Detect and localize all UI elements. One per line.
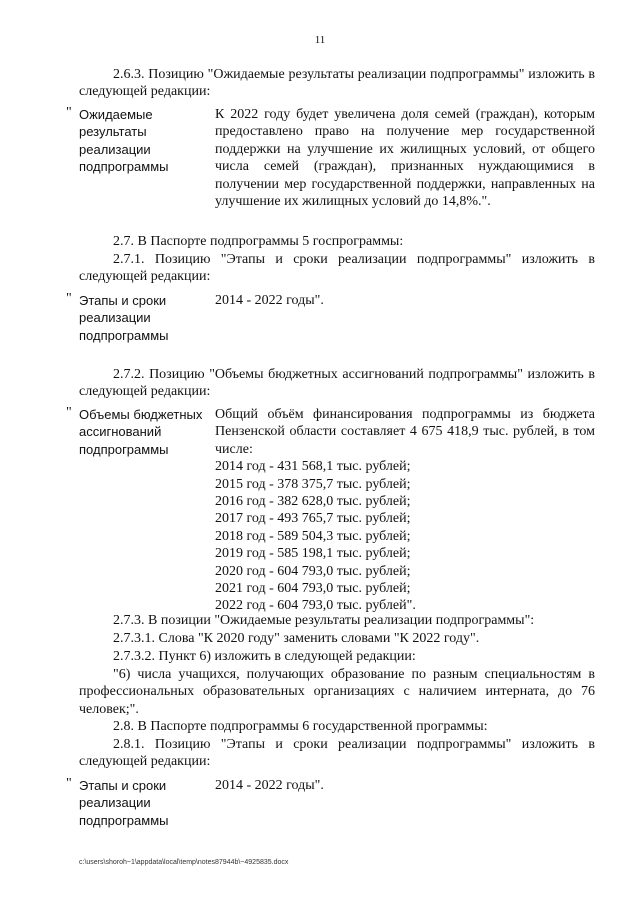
budget-year-line: 2020 год - 604 793,0 тыс. рублей; <box>215 563 411 579</box>
paragraph-2-6-3: 2.6.3. Позицию "Ожидаемые результаты реализации подпрограммы" изложить в следующей редакции: <box>79 67 595 100</box>
paragraph-2-8-1: 2.8.1. Позицию "Этапы и сроки реализации подпрограммы" изложить в следующей редакции: <box>79 737 595 770</box>
opening-quote: " <box>66 105 72 120</box>
opening-quote: " <box>66 291 72 306</box>
paragraph-2-7-3: 2.7.3. В позиции "Ожидаемые результаты реализации подпрограммы": <box>113 613 535 628</box>
row-value <box>215 406 595 615</box>
budget-year-line: 2022 год - 604 793,0 тыс. рублей". <box>215 598 416 614</box>
paragraph-2-7-1: 2.7.1. Позицию "Этапы и сроки реализации подпрограммы" изложить в следующей редакции: <box>79 252 595 285</box>
paragraph-2-7-3-1: 2.7.3.1. Слова "К 2020 году" заменить словами "К 2022 году". <box>113 631 480 646</box>
budget-intro: Общий объём финансирования подпрограммы из бюджета Пензенской области составляет 4 675 418,9 тыс. рублей, в том числе: <box>215 407 595 457</box>
row-value: 2014 - 2022 годы". <box>215 293 324 308</box>
opening-quote: " <box>66 405 72 420</box>
budget-year-line: 2018 год - 589 504,3 тыс. рублей; <box>215 528 411 544</box>
budget-year-line: 2021 год - 604 793,0 тыс. рублей; <box>215 581 411 597</box>
row-label: Объемы бюджетных ассигнований подпрограммы <box>79 407 203 457</box>
paragraph-item-6: "6) числа учащихся, получающих образование по разным специальностям в профессиональных образовательных организациях с наличием интерната, до 76 человек;". <box>79 667 595 717</box>
document-path-footer: c:\users\shoroh~1\appdata\local\temp\notes87944b\~4925835.docx <box>79 859 289 866</box>
row-value: К 2022 году будет увеличена доля семей (граждан), которым предоставлено право на получение мер государственной поддержки на улучшение их жилищных условий, от общего числа семей (граждан), признанных нуждающимися в получении мер государственной поддержки, направленных на улучшение их жилищных условий до 14,8%.". <box>215 107 595 210</box>
budget-year-line: 2016 год - 382 628,0 тыс. рублей; <box>215 494 411 510</box>
budget-year-line: 2019 год - 585 198,1 тыс. рублей; <box>215 546 411 562</box>
paragraph-2-7: 2.7. В Паспорте подпрограммы 5 госпрограммы: <box>113 234 404 249</box>
row-label: Ожидаемые результаты реализации подпрограммы <box>79 107 169 175</box>
row-label: Этапы и сроки реализации подпрограммы <box>79 293 169 343</box>
budget-year-line: 2017 год - 493 765,7 тыс. рублей; <box>215 511 411 527</box>
row-label: Этапы и сроки реализации подпрограммы <box>79 778 169 828</box>
opening-quote: " <box>66 776 72 791</box>
budget-year-line: 2014 год - 431 568,1 тыс. рублей; <box>215 459 411 475</box>
paragraph-2-7-2: 2.7.2. Позицию "Объемы бюджетных ассигнований подпрограммы" изложить в следующей редакции: <box>79 367 595 400</box>
budget-year-line: 2015 год - 378 375,7 тыс. рублей; <box>215 476 411 492</box>
page-number: 11 <box>314 34 326 46</box>
row-value: 2014 - 2022 годы". <box>215 778 324 793</box>
paragraph-2-8: 2.8. В Паспорте подпрограммы 6 государственной программы: <box>113 719 488 734</box>
paragraph-2-7-3-2: 2.7.3.2. Пункт 6) изложить в следующей редакции: <box>113 649 416 664</box>
